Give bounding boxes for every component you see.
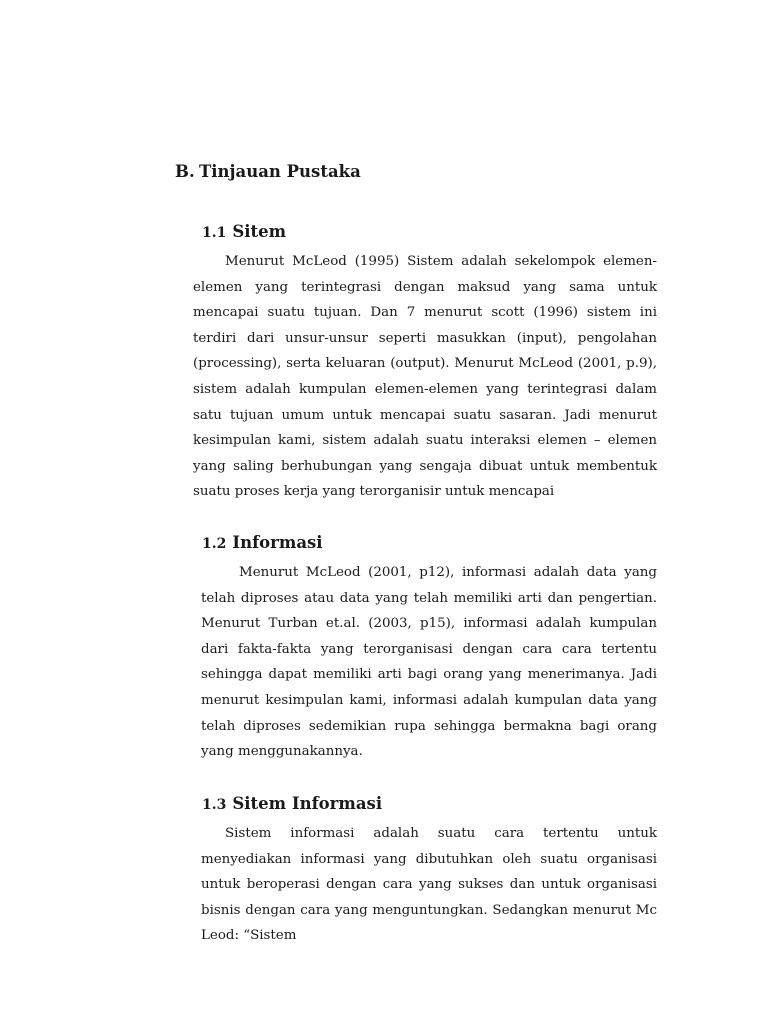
subsection-heading-1-1 (202, 222, 286, 241)
section-title: Tinjauan Pustaka (199, 162, 361, 181)
subsection-heading-1-2 (202, 533, 323, 552)
subsection-number: 1.3 (202, 797, 227, 813)
subsection-title: Sitem (232, 222, 287, 241)
section-letter: B. (175, 162, 195, 181)
subsection-title: Informasi (232, 533, 323, 552)
paragraph-informasi: Menurut McLeod (2001, p12), informasi adalah data yang telah diproses atau data yang telah memiliki arti dan pengertian. Menurut Turban et.al. (2003, p15), informasi adalah kumpulan dari fakta-fakta yang terorganisasi dengan cara cara tertentu sehingga dapat memiliki arti bagi orang yang menerimanya. Jadi menurut kesimpulan kami, informasi adalah kumpulan data yang telah diproses sedemikian rupa sehingga bermakna bagi orang yang menggunakannya. (201, 565, 657, 760)
paragraph-sistem: Menurut McLeod (1995) Sistem adalah sekelompok elemen-elemen yang terintegrasi dengan maksud yang sama untuk mencapai suatu tujuan. Dan 7 menurut scott (1996) sistem ini terdiri dari unsur-unsur seperti masukkan (input), pengolahan (processing), serta keluaran (output). Menurut McLeod (2001, p.9), sistem adalah kumpulan elemen-elemen yang terintegrasi dalam satu tujuan umum untuk mencapai suatu sasaran. Jadi menurut kesimpulan kami, sistem adalah suatu interaksi elemen – elemen yang saling berhubungan yang sengaja dibuat untuk membentuk suatu proses kerja yang terorganisir untuk mencapai (193, 254, 657, 500)
subsection-number: 1.1 (202, 225, 227, 241)
subsection-heading-1-3 (202, 794, 382, 813)
subsection-number: 1.2 (202, 536, 227, 552)
section-heading (175, 162, 361, 181)
subsection-title: Sitem Informasi (232, 794, 383, 813)
paragraph-sistem-informasi: Sistem informasi adalah suatu cara tertentu untuk menyediakan informasi yang dibutuhkan oleh suatu organisasi untuk beroperasi dengan cara yang sukses dan untuk organisasi bisnis dengan cara yang menguntungkan. Sedangkan menurut Mc Leod: “Sistem (201, 826, 657, 944)
